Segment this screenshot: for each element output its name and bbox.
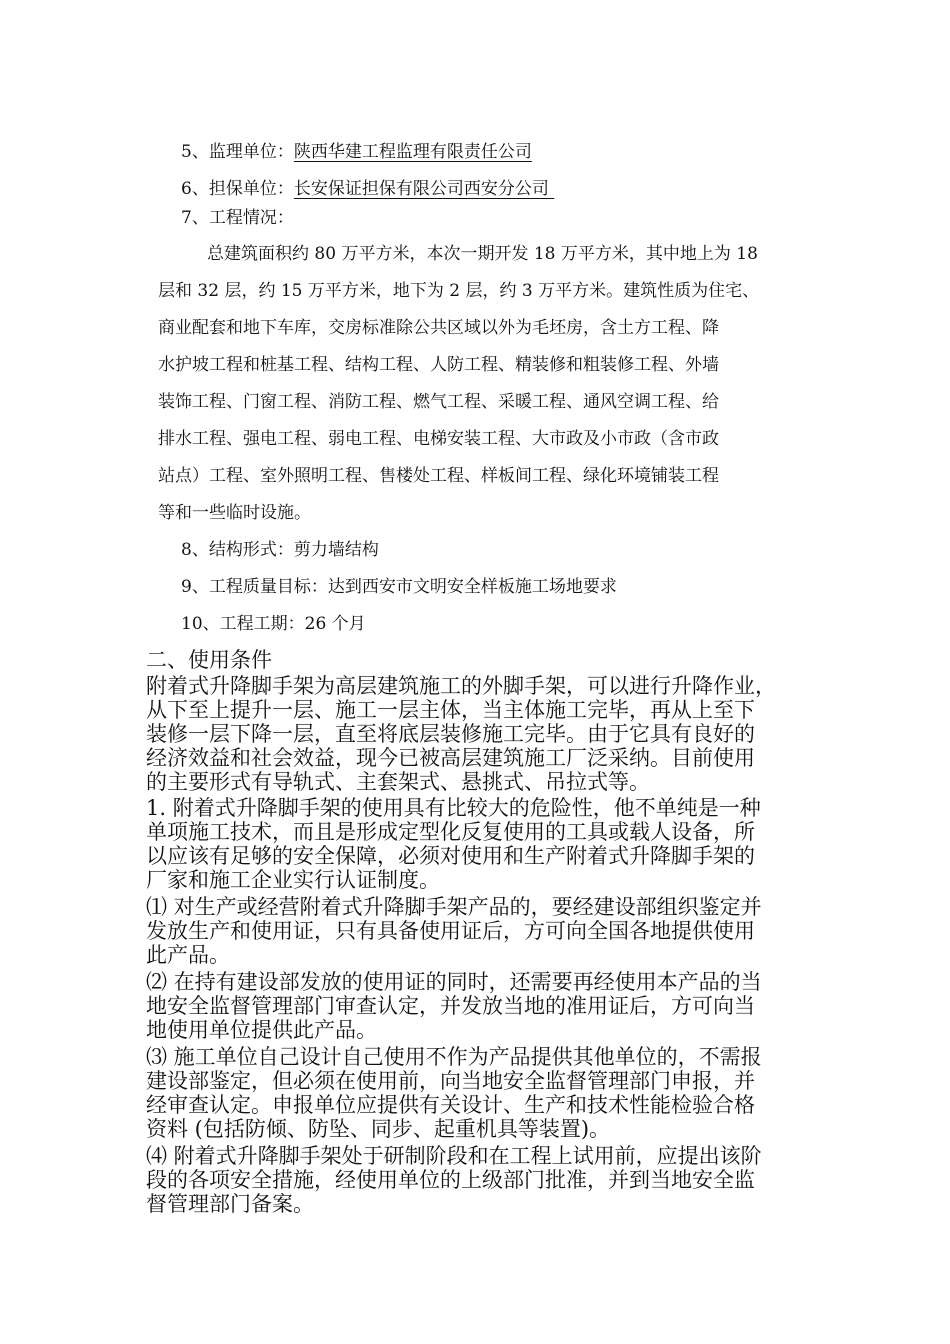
- body-line: 1. 附着式升降脚手架的使用具有比较大的危险性，他不单纯是一种: [146, 796, 761, 820]
- item-6-value: 长安保证担保有限公司西安分公司: [293, 179, 555, 199]
- item-8: 8、结构形式：剪力墙结构: [181, 540, 379, 560]
- body-line: 单项施工技术，而且是形成定型化反复使用的工具或载人设备，所: [146, 820, 755, 844]
- body-line: ⑶ 施工单位自己设计自己使用不作为产品提供其他单位的，不需报: [146, 1045, 762, 1069]
- overview-line: 装饰工程、门窗工程、消防工程、燃气工程、采暖工程、通风空调工程、给: [158, 392, 719, 412]
- body-line: ⑴ 对生产或经营附着式升降脚手架产品的，要经建设部组织鉴定并: [146, 895, 762, 919]
- item-5-label: 5、监理单位：: [181, 142, 294, 162]
- body-line: 发放生产和使用证，只有具备使用证后，方可向全国各地提供使用: [146, 919, 755, 943]
- body-line: 厂家和施工企业实行认证制度。: [146, 868, 440, 892]
- overview-line: 站点）工程、室外照明工程、售楼处工程、样板间工程、绿化环境铺装工程: [158, 466, 719, 486]
- item-6: [181, 179, 554, 199]
- overview-line: 排水工程、强电工程、弱电工程、电梯安装工程、大市政及小市政（含市政: [158, 429, 719, 449]
- body-line: 段的各项安全措施，经使用单位的上级部门批准，并到当地安全监: [146, 1168, 755, 1192]
- body-line: ⑵ 在持有建设部发放的使用证的同时，还需要再经使用本产品的当: [146, 970, 762, 994]
- body-line: 经审查认定。申报单位应提供有关设计、生产和技术性能检验合格: [146, 1093, 755, 1117]
- overview-line: 商业配套和地下车库，交房标准除公共区域以外为毛坯房，含土方工程、降: [158, 318, 719, 338]
- overview-line: 等和一些临时设施。: [158, 503, 311, 523]
- overview-line: 总建筑面积约 80 万平方米，本次一期开发 18 万平方米，其中地上为 18: [207, 244, 758, 264]
- item-6-label: 6、担保单位：: [181, 179, 294, 199]
- body-line: 地安全监督管理部门审查认定，并发放当地的准用证后，方可向当: [146, 994, 755, 1018]
- body-line: 从下至上提升一层、施工一层主体，当主体施工完毕，再从上至下: [146, 698, 755, 722]
- body-line: 附着式升降脚手架为高层建筑施工的外脚手架，可以进行升降作业，: [146, 674, 776, 698]
- section-heading: 二、使用条件: [146, 648, 272, 672]
- body-line: 地使用单位提供此产品。: [146, 1018, 377, 1042]
- body-line: 装修一层下降一层，直至将底层装修施工完毕。由于它具有良好的: [146, 722, 755, 746]
- item-10: 10、工程工期：26 个月: [181, 614, 366, 634]
- item-7: 7、工程情况：: [181, 208, 294, 228]
- item-5: [181, 142, 532, 162]
- item-5-value: 陕西华建工程监理有限责任公司: [293, 142, 532, 162]
- body-line: 此产品。: [146, 943, 230, 967]
- overview-line: 水护坡工程和桩基工程、结构工程、人防工程、精装修和粗装修工程、外墙: [158, 355, 719, 375]
- body-line: ⑷ 附着式升降脚手架处于研制阶段和在工程上试用前，应提出该阶: [146, 1144, 762, 1168]
- body-line: 资料 (包括防倾、防坠、同步、起重机具等装置)。: [146, 1117, 611, 1141]
- body-line: 以应该有足够的安全保障，必须对使用和生产附着式升降脚手架的: [146, 844, 755, 868]
- body-line: 的主要形式有导轨式、主套架式、悬挑式、吊拉式等。: [146, 770, 650, 794]
- overview-line: 层和 32 层，约 15 万平方米，地下为 2 层，约 3 万平方米。建筑性质为住宅、: [158, 281, 760, 301]
- body-line: 经济效益和社会效益，现今已被高层建筑施工厂泛采纳。目前使用: [146, 746, 755, 770]
- body-line: 督管理部门备案。: [146, 1192, 314, 1216]
- item-9: 9、工程质量目标：达到西安市文明安全样板施工场地要求: [181, 577, 617, 597]
- body-line: 建设部鉴定，但必须在使用前，向当地安全监督管理部门申报，并: [146, 1069, 755, 1093]
